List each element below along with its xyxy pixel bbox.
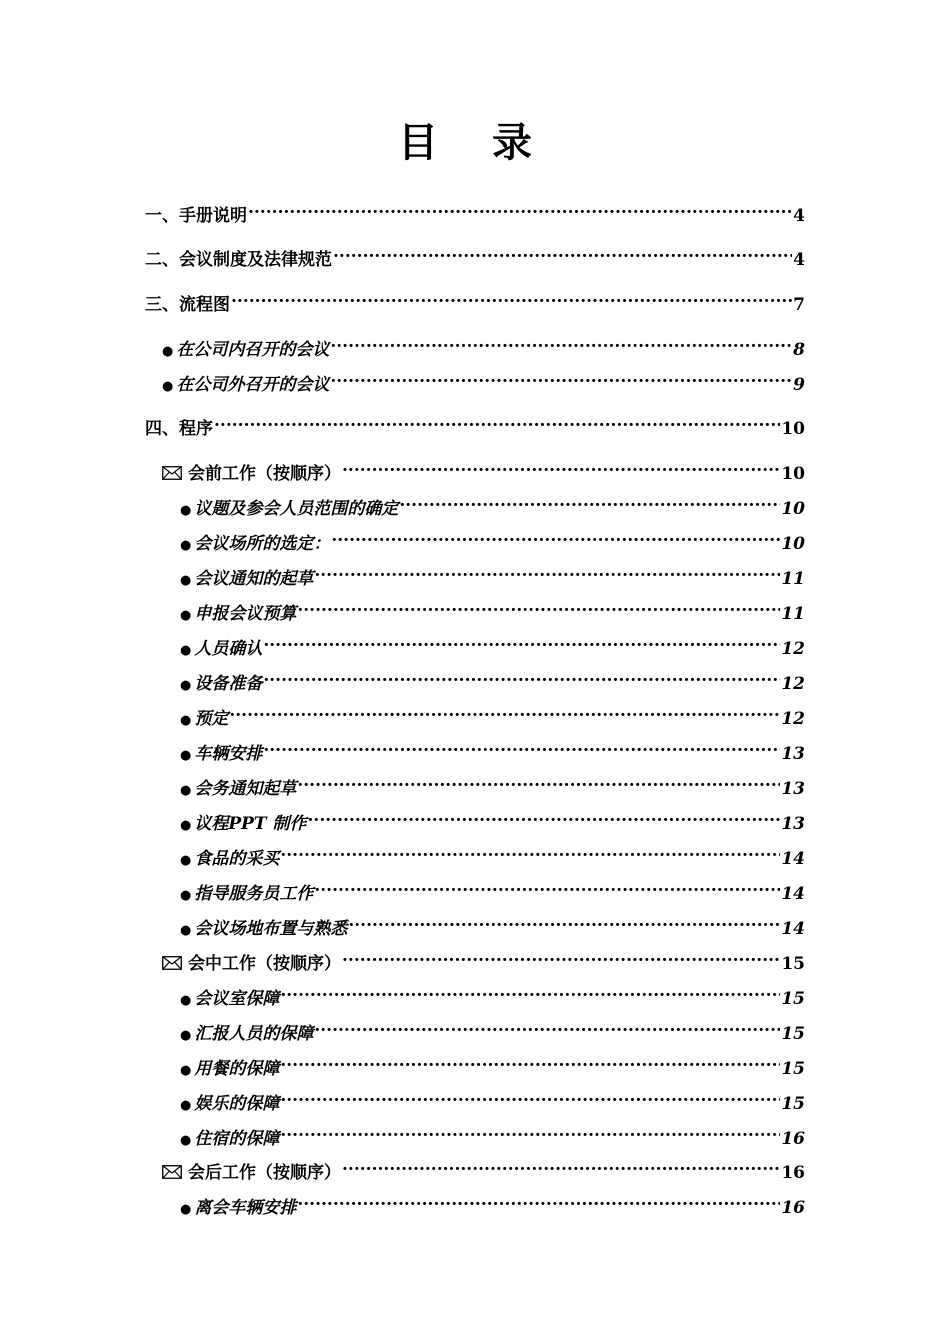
toc-entry-page: 4	[793, 206, 805, 226]
bullet-icon: ●	[180, 573, 192, 588]
toc-entry-page: 8	[793, 340, 805, 360]
bullet-icon: ●	[180, 1202, 192, 1217]
dot-leader	[280, 1118, 780, 1144]
toc-entry[interactable]	[145, 284, 805, 315]
toc-entry-page: 13	[781, 744, 805, 764]
toc-entry-page: 15	[781, 989, 805, 1009]
toc-entry[interactable]	[162, 453, 805, 484]
toc-entry-label: 娱乐的保障	[194, 1094, 280, 1114]
toc-entry-label: 车辆安排	[194, 744, 263, 764]
toc-entry-page: 14	[781, 884, 805, 904]
bullet-icon: ●	[162, 379, 174, 394]
toc-entry-label: 在公司内召开的会议	[176, 340, 330, 360]
bullet-icon: ●	[180, 643, 192, 658]
toc-entry-label: 会议室保障	[194, 989, 280, 1009]
dot-leader	[330, 364, 792, 390]
bullet-icon: ●	[180, 748, 192, 763]
envelope-icon	[162, 466, 182, 480]
toc-entry[interactable]	[180, 1013, 805, 1044]
envelope-icon	[162, 956, 182, 970]
bullet-icon: ●	[180, 538, 192, 553]
envelope-icon	[162, 1165, 182, 1179]
dot-leader	[348, 908, 780, 934]
bullet-icon: ●	[180, 503, 192, 518]
toc-entry[interactable]	[162, 329, 805, 360]
toc-entry-label: 食品的采买	[194, 849, 280, 869]
toc-entry-page: 15	[781, 954, 805, 974]
toc-entry[interactable]	[180, 698, 805, 729]
toc-entry-label: 会前工作（按顺序）	[188, 464, 341, 484]
bullet-icon: ●	[180, 1133, 192, 1148]
dot-leader	[280, 838, 780, 864]
toc-entry-label: 会议场所的选定：	[194, 534, 331, 554]
toc-entry[interactable]	[180, 663, 805, 694]
bullet-icon: ●	[162, 344, 174, 359]
toc-entry[interactable]	[145, 408, 805, 439]
toc-entry[interactable]	[180, 838, 805, 869]
toc-entry[interactable]	[180, 488, 805, 519]
dot-leader	[248, 195, 792, 221]
toc-entry-label: 四、程序	[145, 419, 213, 439]
toc-title: 目 录	[398, 120, 552, 166]
bullet-icon: ●	[180, 783, 192, 798]
toc-entry[interactable]	[180, 1187, 805, 1218]
dot-leader	[280, 1083, 780, 1109]
toc-entry-label: 申报会议预算	[194, 604, 297, 624]
dot-leader	[331, 523, 780, 549]
toc-entry-page: 10	[781, 534, 805, 554]
toc-entry-label: 会中工作（按顺序）	[188, 954, 341, 974]
dot-leader	[214, 408, 780, 434]
toc-entry-page: 4	[793, 250, 805, 270]
toc-entry[interactable]	[180, 908, 805, 939]
toc-entry[interactable]	[180, 768, 805, 799]
dot-leader	[229, 698, 780, 724]
toc-entry-page: 15	[781, 1094, 805, 1114]
toc-entry[interactable]	[162, 1152, 805, 1183]
toc-entry[interactable]	[180, 558, 805, 589]
dot-leader	[280, 978, 780, 1004]
toc-entry-page: 16	[781, 1129, 805, 1149]
toc-entry-page: 13	[781, 814, 805, 834]
toc-entry-label: 一、手册说明	[145, 206, 247, 226]
dot-leader	[342, 453, 780, 479]
dot-leader	[231, 284, 792, 310]
bullet-icon: ●	[180, 1063, 192, 1078]
toc-entry-page: 14	[781, 919, 805, 939]
toc-entry-page: 9	[793, 375, 805, 395]
dot-leader	[297, 593, 780, 619]
dot-leader	[263, 628, 780, 654]
dot-leader	[399, 488, 780, 514]
toc-entry-page: 15	[781, 1024, 805, 1044]
bullet-icon: ●	[180, 853, 192, 868]
toc-entry-label: 在公司外召开的会议	[176, 375, 330, 395]
toc-entry[interactable]	[180, 1118, 805, 1149]
toc-entry-label: 会议通知的起草	[194, 569, 314, 589]
toc-entry[interactable]	[180, 523, 805, 554]
toc-entry-page: 14	[781, 849, 805, 869]
toc-entry[interactable]	[180, 733, 805, 764]
dot-leader	[342, 1152, 780, 1178]
toc-entry-label: 离会车辆安排	[194, 1198, 297, 1218]
bullet-icon: ●	[180, 1098, 192, 1113]
bullet-icon: ●	[180, 888, 192, 903]
bullet-icon: ●	[180, 993, 192, 1008]
toc-entry[interactable]	[180, 978, 805, 1009]
toc-entry[interactable]	[180, 803, 805, 834]
toc-entry[interactable]	[180, 1048, 805, 1079]
toc-entry-label: 指导服务员工作	[194, 884, 314, 904]
bullet-icon: ●	[180, 923, 192, 938]
toc-entry-label: 三、流程图	[145, 295, 230, 315]
dot-leader	[263, 663, 780, 689]
toc-entry-page: 12	[781, 639, 805, 659]
toc-entry-label: 会务通知起草	[194, 779, 297, 799]
bullet-icon: ●	[180, 678, 192, 693]
bullet-icon: ●	[180, 818, 192, 833]
toc-entry-label: 预定	[194, 709, 229, 729]
toc-entry-page: 12	[781, 674, 805, 694]
dot-leader	[280, 1048, 780, 1074]
toc-entry-label: 用餐的保障	[194, 1059, 280, 1079]
toc-entry-page: 10	[781, 499, 805, 519]
dot-leader	[314, 873, 780, 899]
toc-entry-label: 议题及参会人员范围的确定	[194, 499, 399, 519]
toc-entry[interactable]	[180, 1083, 805, 1114]
toc-entry-page: 16	[781, 1163, 805, 1183]
dot-leader	[297, 1187, 780, 1213]
toc-entry-label: 人员确认	[194, 639, 263, 659]
toc-entry[interactable]	[162, 943, 805, 974]
toc-entry-label: 住宿的保障	[194, 1129, 280, 1149]
toc-entry-label: 二、会议制度及法律规范	[145, 250, 332, 270]
dot-leader	[330, 329, 792, 355]
toc-entry-page: 13	[781, 779, 805, 799]
toc-entry-page: 16	[781, 1198, 805, 1218]
toc-entry-label: 议程PPT 制作	[194, 814, 307, 834]
toc-entry-label: 会后工作（按顺序）	[188, 1163, 341, 1183]
toc-entry-page: 7	[793, 295, 805, 315]
dot-leader	[314, 558, 780, 584]
dot-leader	[307, 803, 780, 829]
dot-leader	[342, 943, 780, 969]
toc-entry[interactable]	[145, 195, 805, 226]
toc-entry-label: 设备准备	[194, 674, 263, 694]
toc-entry-page: 11	[781, 569, 805, 589]
toc-entry[interactable]	[180, 873, 805, 904]
dot-leader	[297, 768, 780, 794]
bullet-icon: ●	[180, 713, 192, 728]
bullet-icon: ●	[180, 1028, 192, 1043]
toc-entry[interactable]	[162, 364, 805, 395]
dot-leader	[333, 239, 792, 265]
toc-entry-page: 11	[781, 604, 805, 624]
toc-entry-page: 10	[781, 419, 805, 439]
toc-entry-label: 汇报人员的保障	[194, 1024, 314, 1044]
toc-entry[interactable]	[180, 628, 805, 659]
toc-entry-page: 15	[781, 1059, 805, 1079]
toc-entry-label: 会议场地布置与熟悉	[194, 919, 348, 939]
toc-entry[interactable]	[180, 593, 805, 624]
toc-entry[interactable]	[145, 239, 805, 270]
bullet-icon: ●	[180, 608, 192, 623]
toc-entry-page: 12	[781, 709, 805, 729]
dot-leader	[263, 733, 780, 759]
toc-entry-page: 10	[781, 464, 805, 484]
dot-leader	[314, 1013, 780, 1039]
